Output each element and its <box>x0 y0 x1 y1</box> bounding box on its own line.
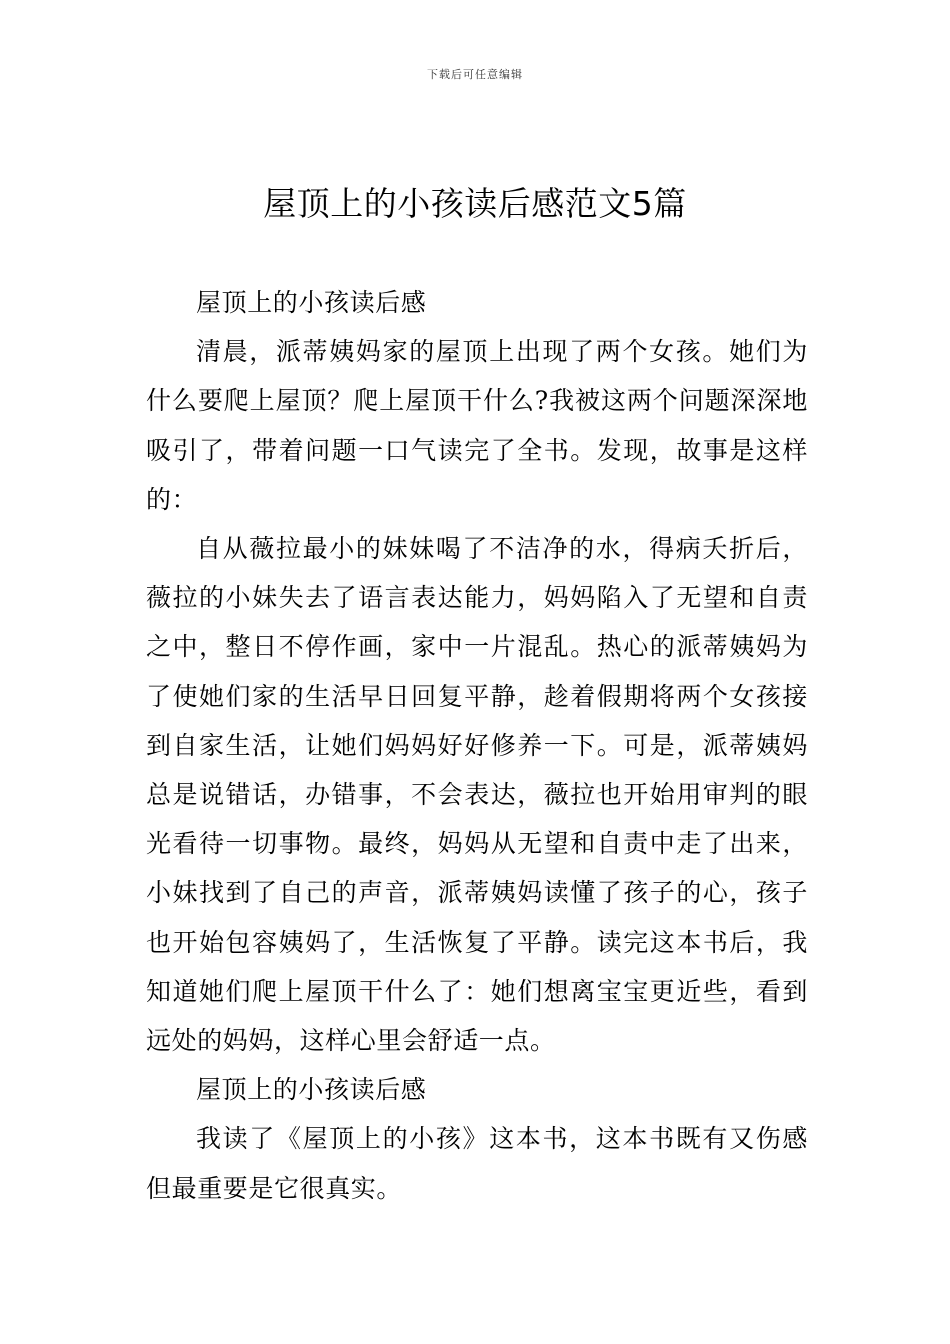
body-paragraph-3: 我读了《屋顶上的小孩》这本书，这本书既有又伤感但最重要是它很真实。 <box>146 1124 808 1203</box>
body-paragraph-2: 自从薇拉最小的妹妹喝了不洁净的水，得病夭折后，薇拉的小妹失去了语言表达能力，妈妈陷入了无望和自责之中，整日不停作画，家中一片混乱。热心的派蒂姨妈为了使她们家的生活早日回复平静，趁着假期将两个女孩接到自家生活，让她们妈妈好好修养一下。可是，派蒂姨妈总是说错话，办错事，不会表达，薇拉也开始用审判的眼光看待一切事物。最终，妈妈从无望和自责中走了出来，小妹找到了自己的声音，派蒂姨妈读懂了孩子的心，孩子也开始包容姨妈了，生活恢复了平静。读完这本书后，我知道她们爬上屋顶干什么了：她们想离宝宝更近些，看到远处的妈妈，这样心里会舒适一点。 <box>146 534 808 1056</box>
document-title: 屋顶上的小孩读后感范文5篇 <box>263 184 687 223</box>
body-paragraph-1: 清晨，派蒂姨妈家的屋顶上出现了两个女孩。她们为什么要爬上屋顶？爬上屋顶干什么?我被这两个问题深深地吸引了，带着问题一口气读完了全书。发现，故事是这样的： <box>146 337 808 514</box>
section-heading-1: 屋顶上的小孩读后感 <box>196 288 427 317</box>
header-note: 下载后可任意编辑 <box>427 68 523 81</box>
section-heading-2: 屋顶上的小孩读后感 <box>196 1075 427 1105</box>
document-body <box>146 278 808 1213</box>
